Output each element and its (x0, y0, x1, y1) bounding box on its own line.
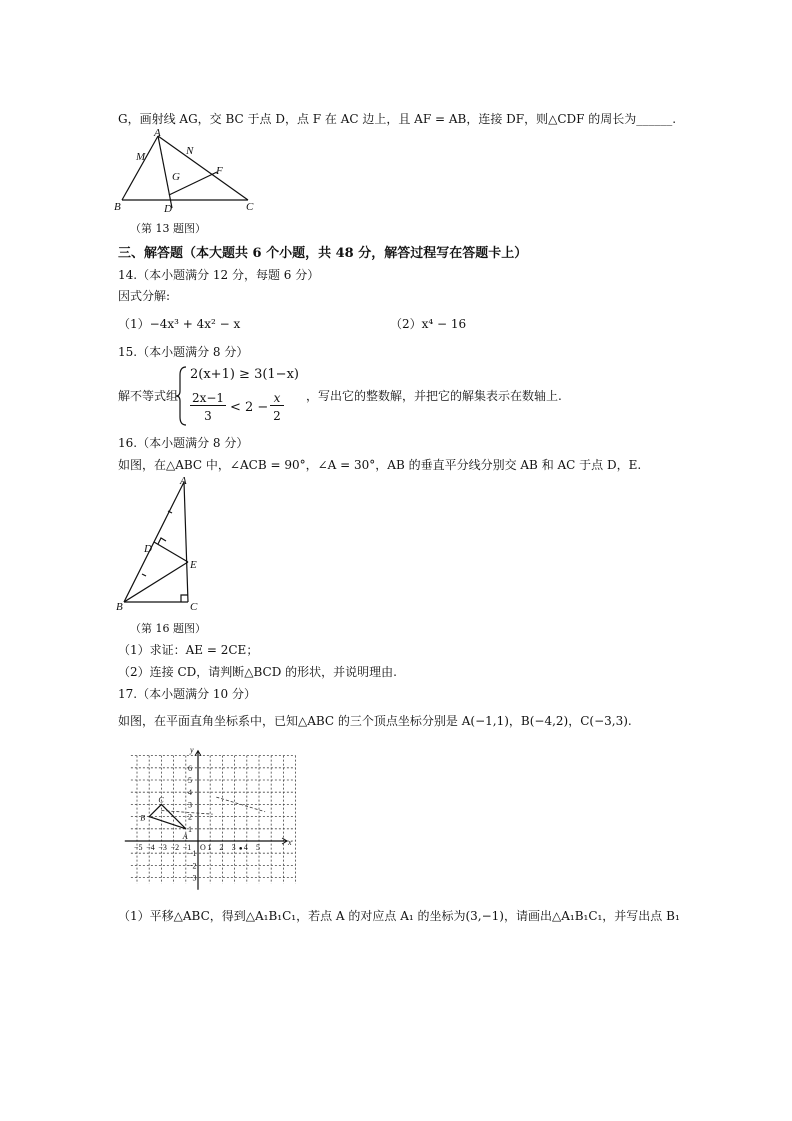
q17-header: 17.（本小题满分 10 分） (118, 687, 256, 701)
q15-ineq2-middle: < 2 − (230, 400, 269, 415)
x-tick-label: 2 (219, 843, 224, 852)
q13-label-b: B (114, 201, 121, 213)
q15-ineq2-denominator: 3 (204, 409, 212, 423)
q16-label-b: B (116, 601, 123, 613)
y-tick-label: 4 (188, 788, 192, 798)
section-3-title: 三、解答题（本大题共 6 个小题，共 48 分，解答过程写在答题卡上） (118, 246, 528, 261)
q16-label-e: E (190, 559, 197, 571)
q14-part2: （2）x⁴ − 16 (390, 317, 467, 331)
x-axis-label: x (288, 838, 292, 847)
q16-label-d: D (144, 543, 152, 555)
q14-intro: 因式分解: (118, 289, 171, 303)
q13-label-a: A (154, 127, 161, 139)
x-tick-label: −5 (134, 843, 143, 852)
y-axis-label: y (190, 745, 194, 755)
q13-label-n: N (186, 145, 194, 157)
q17-stem: 如图，在平面直角坐标系中，已知△ABC 的三个顶点坐标分别是 A(−1,1)，B(−4,2)，C(−3,3). (118, 714, 632, 728)
y-tick-label: 1 (188, 824, 192, 834)
q13-label-f: F (216, 165, 223, 177)
q16-figure (112, 474, 212, 614)
x-tick-label: −3 (158, 843, 167, 852)
q16-stem: 如图，在△ABC 中，∠ACB = 90°，∠A = 30°，AB 的垂直平分线分别交 AB 和 AC 于点 D，E. (118, 458, 642, 472)
y-tick-label: 2 (188, 812, 192, 822)
x-tick-label: −2 (170, 843, 180, 852)
q16-label-c: C (190, 601, 198, 613)
q13-label-d: D (164, 203, 172, 215)
x-tick-label: 1 (207, 843, 212, 852)
q17-coordinate-grid (118, 740, 290, 892)
x-tick-label: 3 (231, 843, 236, 852)
q15-inequality-system (118, 365, 718, 427)
q13-caption: （第 13 题图） (130, 222, 206, 235)
q15-lead: 解不等式组 (118, 389, 179, 403)
q16-header: 16.（本小题满分 8 分） (118, 436, 249, 450)
q13-label-g: G (172, 171, 180, 183)
q13-label-c: C (246, 201, 254, 213)
q15-ineq2-right-numerator: x (270, 391, 284, 406)
q13-label-m: M (136, 151, 146, 163)
point-marker (239, 847, 242, 850)
y-tick-label: −1 (188, 849, 197, 859)
brace-icon (176, 365, 188, 427)
y-tick-label: −3 (188, 873, 197, 883)
x-tick-label: 4 (243, 843, 248, 852)
x-tick-label: O (200, 843, 206, 852)
x-tick-label: 5 (256, 843, 260, 852)
q15-ineq2-numerator: 2x−1 (191, 391, 225, 405)
q16-caption: （第 16 题图） (130, 622, 206, 635)
q14-part1: （1）−4x³ + 4x² − x (118, 317, 241, 331)
y-tick-label: 3 (188, 800, 192, 810)
point-label-c: C (158, 795, 164, 805)
q15-inequality-1: 2(x+1) ≥ 3(1−x) (190, 367, 299, 382)
q16-label-a: A (180, 475, 187, 487)
x-tick-label: −1 (182, 843, 192, 852)
q13-stem: G，画射线 AG，交 BC 于点 D，点 F 在 AC 边上，且 AF = AB，连接 DF，则△CDF 的周长为______. (118, 112, 677, 126)
y-tick-label: −2 (188, 861, 197, 871)
q15-tail: ，写出它的整数解，并把它的解集表示在数轴上. (306, 389, 562, 403)
q17-part1: （1）平移△ABC，得到△A₁B₁C₁，若点 A 的对应点 A₁ 的坐标为(3,−1)，请画出△A₁B₁C₁，并写出点 B₁ (118, 909, 680, 923)
q16-part2: （2）连接 CD，请判断△BCD 的形状，并说明理由. (118, 665, 397, 679)
y-tick-label: 6 (188, 763, 192, 773)
q16-part1: （1）求证：AE = 2CE； (118, 643, 259, 657)
x-tick-label: −4 (146, 843, 155, 852)
q14-header: 14.（本小题满分 12 分，每题 6 分） (118, 268, 320, 282)
q15-ineq2-right-denominator: 2 (273, 409, 281, 423)
y-tick-label: 5 (188, 776, 192, 785)
point-label-a: A (182, 831, 188, 841)
q13-figure (112, 128, 262, 218)
point-label-b: B (140, 813, 146, 823)
q15-header: 15.（本小题满分 8 分） (118, 345, 249, 359)
